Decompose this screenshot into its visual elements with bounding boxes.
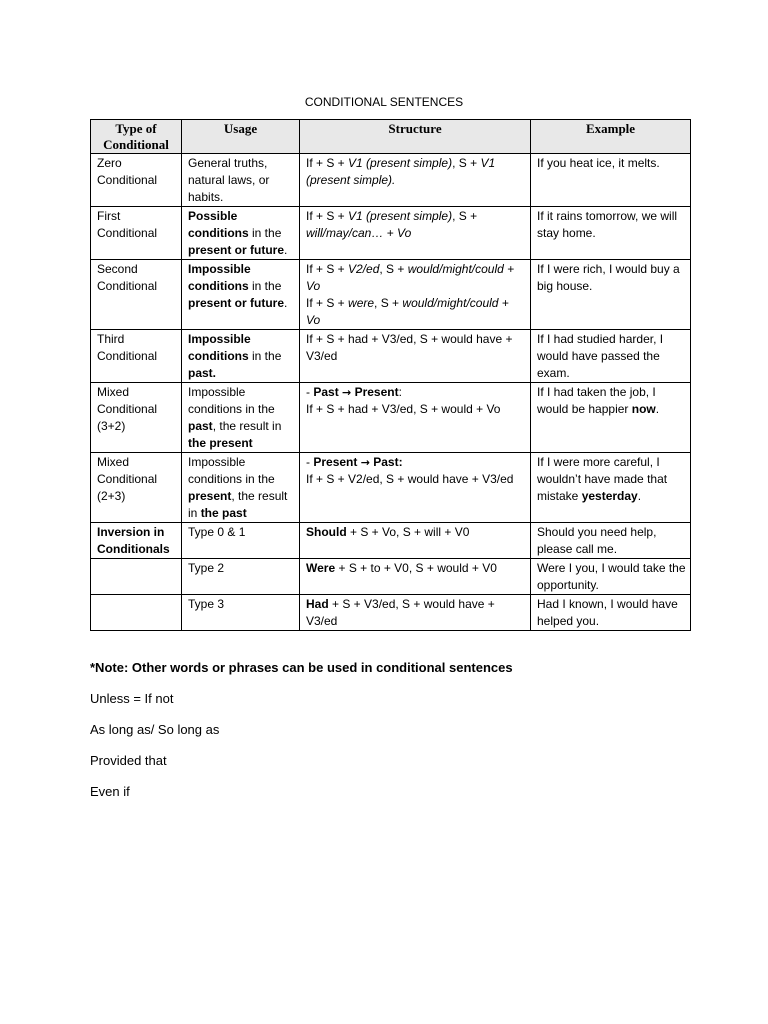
text-run: past [188, 419, 213, 433]
text-run: General truths, natural laws, or habits. [188, 156, 270, 204]
text-run: V1 (present simple). [306, 156, 496, 187]
cell-example [531, 559, 691, 595]
text-run: Past [313, 385, 343, 399]
note-item: Even if [90, 784, 130, 799]
text-run: If + S + [306, 156, 349, 170]
note-item: As long as/ So long as [90, 722, 220, 737]
text-run: the past [200, 506, 247, 520]
cell-type [91, 154, 182, 207]
structure-line [306, 560, 526, 577]
cell-structure [300, 523, 531, 559]
text-run: If I were rich, I would buy a big house. [537, 262, 680, 293]
text-run: the present [188, 436, 253, 450]
text-run: Impossible conditions in the [188, 385, 275, 416]
text-run: + S + Vo, S + will + V0 [346, 525, 470, 539]
text-run: present or future [188, 243, 285, 257]
text-run: would/might/could + Vo [306, 262, 515, 293]
text-run: Impossible conditions [188, 262, 251, 293]
cell-example [531, 330, 691, 383]
cell-example [531, 523, 691, 559]
table-row [91, 330, 691, 383]
structure-line [306, 295, 526, 329]
text-run: Type 3 [188, 597, 225, 611]
text-run: - [306, 455, 314, 469]
text-run: Third Conditional [97, 332, 158, 363]
text-run: + S + to + V0, S + would + V0 [335, 561, 497, 575]
text-run: If + S + had + V3/ed, S + would + Vo [306, 402, 501, 416]
text-run: First Conditional [97, 209, 158, 240]
text-run: present or future [188, 296, 285, 310]
text-run: If I were more careful, I wouldn’t have made that mistake [537, 455, 668, 503]
cell-example [531, 260, 691, 330]
cell-structure [300, 595, 531, 631]
text-run: Had [306, 597, 329, 611]
note-heading: *Note: Other words or phrases can be used in conditional sentences [90, 660, 513, 675]
cell-usage [182, 260, 300, 330]
cell-example [531, 207, 691, 260]
table-row [91, 523, 691, 559]
text-run: , S + [452, 209, 478, 223]
text-run: Second Conditional [97, 262, 158, 293]
cell-example [531, 595, 691, 631]
text-run: If you heat ice, it melts. [537, 156, 660, 170]
text-run: Were [306, 561, 336, 575]
text-run: in the [248, 226, 282, 240]
note-item: Provided that [90, 753, 167, 768]
text-run: If + S + [306, 296, 349, 310]
cell-structure [300, 453, 531, 523]
header-usage: Usage [182, 120, 300, 154]
text-run: past. [188, 366, 217, 380]
conditionals-table [90, 119, 691, 631]
text-run: If I had studied harder, I would have passed the exam. [537, 332, 664, 380]
header-example: Example [531, 120, 691, 154]
text-run: Inversion in Conditionals [97, 525, 170, 556]
text-run: were [348, 296, 375, 310]
text-run: yesterday [581, 489, 638, 503]
text-run: Mixed Conditional (3+2) [97, 385, 158, 433]
text-run: would/might/could + Vo [306, 296, 509, 327]
text-run: Were I you, I would take the opportunity. [537, 561, 686, 592]
structure-line [306, 454, 526, 471]
text-run: , the result in [188, 489, 288, 520]
text-run: → [360, 456, 370, 469]
text-run: Had I known, I would have helped you. [537, 597, 678, 628]
cell-structure [300, 330, 531, 383]
text-run: Possible conditions [188, 209, 249, 240]
table-row [91, 154, 691, 207]
cell-structure [300, 260, 531, 330]
cell-type [91, 207, 182, 260]
cell-type [91, 453, 182, 523]
table-row [91, 260, 691, 330]
structure-line [306, 208, 526, 242]
text-run: If I had taken the job, I would be happier [537, 385, 656, 416]
text-run: V1 (present simple) [348, 156, 453, 170]
structure-line [306, 261, 526, 295]
cell-type [91, 559, 182, 595]
text-run: If it rains tomorrow, we will stay home. [537, 209, 678, 240]
text-run: : [398, 385, 402, 399]
text-run: Zero Conditional [97, 156, 158, 187]
structure-line [306, 155, 526, 189]
text-run: now [631, 402, 656, 416]
cell-structure [300, 559, 531, 595]
text-run: Should [306, 525, 347, 539]
text-run: V2/ed [348, 262, 380, 276]
text-run: in the [248, 279, 282, 293]
text-run: . [284, 296, 288, 310]
cell-type [91, 260, 182, 330]
text-run: will/may/can… + Vo [306, 226, 412, 240]
text-run: , the result in [212, 419, 282, 433]
text-run: Impossible conditions in the [188, 455, 275, 486]
header-type: Type of Conditional [91, 120, 182, 154]
structure-line [306, 524, 526, 541]
table-row [91, 595, 691, 631]
cell-usage [182, 523, 300, 559]
note-item: Unless = If not [90, 691, 174, 706]
text-run: If + S + [306, 209, 349, 223]
structure-line [306, 384, 526, 401]
table-row [91, 559, 691, 595]
structure-line [306, 596, 526, 630]
text-run: Mixed Conditional (2+3) [97, 455, 158, 503]
text-run: Present [351, 385, 399, 399]
text-run: If + S + [306, 262, 349, 276]
cell-type [91, 595, 182, 631]
text-run: . [284, 243, 288, 257]
text-run: , S + [374, 296, 403, 310]
structure-line [306, 331, 526, 365]
table-row [91, 453, 691, 523]
document-title: CONDITIONAL SENTENCES [304, 95, 464, 109]
cell-example [531, 453, 691, 523]
structure-line [306, 401, 526, 418]
text-run: Impossible conditions [188, 332, 251, 363]
text-run: If + S + V2/ed, S + would have + V3/ed [306, 472, 514, 486]
text-run: present [188, 489, 232, 503]
cell-type [91, 383, 182, 453]
text-run: . [637, 489, 642, 503]
text-run: → [342, 386, 352, 399]
table-row [91, 383, 691, 453]
cell-usage [182, 453, 300, 523]
cell-structure [300, 383, 531, 453]
cell-type [91, 523, 182, 559]
cell-type [91, 330, 182, 383]
cell-structure [300, 154, 531, 207]
text-run: . [655, 402, 660, 416]
text-run: in the [248, 349, 282, 363]
text-run: Present [313, 455, 361, 469]
table-body [91, 154, 691, 631]
text-run: + S + V3/ed, S + would have + V3/ed [306, 597, 495, 628]
header-structure: Structure [300, 120, 531, 154]
cell-usage [182, 559, 300, 595]
table-header-row [91, 120, 691, 154]
text-run: , S + [379, 262, 408, 276]
text-run: Type 2 [188, 561, 225, 575]
table-row [91, 207, 691, 260]
cell-structure [300, 207, 531, 260]
text-run: If + S + had + V3/ed, S + would have + V3/ed [306, 332, 513, 363]
cell-example [531, 383, 691, 453]
text-run: - [306, 385, 314, 399]
text-run: Should you need help, please call me. [537, 525, 657, 556]
structure-line [306, 471, 526, 488]
cell-usage [182, 207, 300, 260]
text-run: Past: [369, 455, 403, 469]
cell-usage [182, 595, 300, 631]
cell-usage [182, 383, 300, 453]
cell-usage [182, 154, 300, 207]
text-run: , S + [452, 156, 481, 170]
text-run: V1 (present simple) [348, 209, 453, 223]
text-run: Type 0 & 1 [188, 525, 246, 539]
cell-example [531, 154, 691, 207]
cell-usage [182, 330, 300, 383]
